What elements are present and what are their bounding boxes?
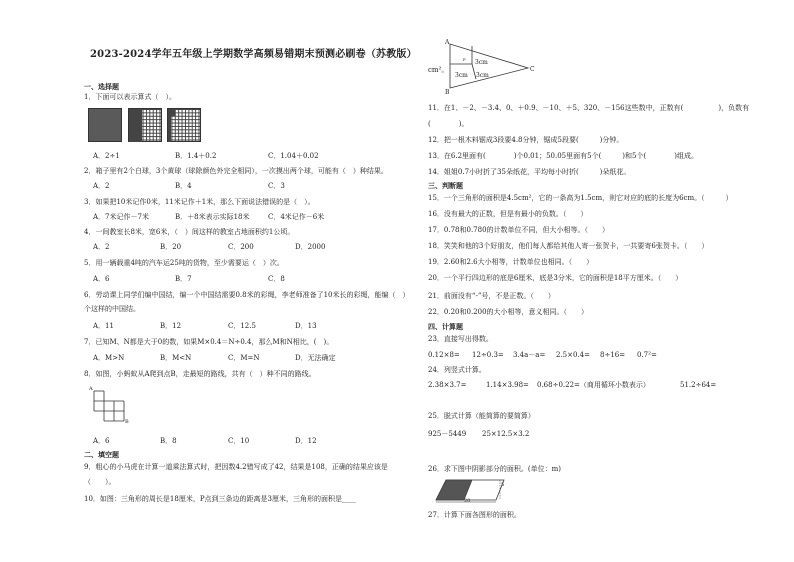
- page-title: 2023-2024学年五年级上学期数学高频易错期末预测必刷卷（苏教版）: [90, 49, 417, 60]
- q3-option-b: B．＋8米表示实际18米: [175, 213, 250, 221]
- question-1: 1．下面可以表示算式（ ）。: [84, 93, 176, 101]
- q8-option-a: A．6: [93, 437, 110, 445]
- q2-option-a: A．2: [93, 182, 110, 190]
- point-a-label: A: [89, 386, 93, 392]
- q24-item-2: 1.14×3.98=: [486, 381, 529, 389]
- triangle-vertex-c: C: [530, 66, 535, 73]
- distance-label-3: 3cm: [476, 72, 489, 79]
- section-judge-heading: 三、判断题: [428, 181, 463, 190]
- question-14: 14．姐姐0.7小时折了35朵纸花，平均每小时折( )朵纸花。: [428, 168, 631, 176]
- hundred-grid-figure-2: [167, 108, 201, 142]
- question-11-cont: ( )。: [428, 120, 469, 128]
- question-9: 9．粗心的小马虎在计算一道乘法算式时，把因数4.2错写成了42，结果是108，正确的结果应该是: [84, 463, 388, 471]
- q8-option-c: C．10: [228, 437, 250, 445]
- q1-option-c: C．1.04＋0.02: [268, 152, 319, 160]
- question-6: 6．劳动课上同学们编中国结，编一个中国结需要0.8米的彩绳，李老师准备了10米长的彩绳，能编（ ）: [84, 291, 410, 299]
- q7-option-d: D．无法确定: [295, 354, 336, 362]
- q5-option-b: B．7: [175, 275, 192, 283]
- question-24: 24．列竖式计算。: [428, 366, 486, 374]
- q7-option-a: A．M>N: [93, 354, 125, 362]
- q23-item-6: 0.7²=: [637, 351, 657, 359]
- question-25: 25．脱式计算（能简算的要简算）: [428, 412, 535, 420]
- shaded-columns: [129, 109, 142, 142]
- question-12: 12．把一根木料锯成3段要4.8分钟，锯成5段要( )分钟。: [428, 136, 624, 144]
- q2-option-c: C．3: [268, 182, 285, 190]
- question-27: 27．计算下面各图形的面积。: [428, 511, 521, 519]
- q2-option-b: B．4: [175, 182, 192, 190]
- point-p-label: P: [463, 57, 466, 62]
- q4-option-d: D．2000: [295, 243, 326, 251]
- question-5: 5．用一辆载重4吨的汽车运25吨的货物，至少需要运（ ）次。: [84, 259, 284, 267]
- q23-item-5: 8÷16=: [600, 351, 626, 359]
- q24-item-3: 0.68÷0.22=（商用循环小数表示）: [537, 381, 650, 389]
- question-11: 11．在1、－2、－3.4、0、＋0.9、－10、＋5、320、－156这些数中，正数有( )，负数有: [428, 104, 750, 112]
- q25-item-1: 925－5449: [428, 430, 467, 438]
- triangle-vertex-a: A: [445, 39, 450, 46]
- section-choice-heading: 一、选择题: [84, 82, 119, 91]
- q23-item-2: 12÷0.3=: [472, 351, 504, 359]
- question-4: 4．一间教室长8米，宽6米，（ ）间这样的教室占地面积约1公顷。: [84, 228, 295, 236]
- shaded-cells: [171, 109, 175, 116]
- question-2: 2．箱子里有2个白球，3个黄球（球除颜色外完全相同），一次摸出两个球，可能有（ ）种结果。: [84, 167, 388, 175]
- q7-option-c: C．M=N: [228, 354, 260, 362]
- question-22: 22．0.20和0.200的大小相等，意义相同。（ ）: [428, 308, 589, 316]
- question-20: 20．一个平行四边形的底是6厘米，底是3分米，它的面积是18平方厘米。（ ）: [428, 274, 683, 282]
- q23-item-1: 0.12×8=: [428, 351, 460, 359]
- q24-item-4: 51.2÷64=: [680, 381, 717, 389]
- q10-unit: cm²。: [428, 66, 449, 74]
- q8-option-b: B．8: [160, 437, 177, 445]
- q6-option-c: C．12.5: [228, 322, 256, 330]
- hundred-grid-figure-1: [128, 108, 162, 142]
- question-10: 10．如图：三角形的周长是18厘米，P点到三条边的距离是3厘米，三角形的面积是____: [84, 495, 356, 503]
- ant-path-grid-figure: [92, 389, 126, 423]
- question-7: 7．已知M、N都是大于0的数，如果M×0.4＝N÷0.4，那么M和N相比，( )。: [84, 338, 334, 346]
- point-b-label: B: [125, 419, 129, 425]
- q24-item-1: 2.38×3.7=: [428, 381, 467, 389]
- q6-option-a: A．11: [93, 322, 114, 330]
- q4-option-c: C．200: [228, 243, 254, 251]
- q23-item-4: 2.5×0.4=: [556, 351, 590, 359]
- q5-option-a: A．6: [93, 275, 110, 283]
- q1-option-a: A．2÷1: [93, 152, 120, 160]
- q1-option-b: B．1.4＋0.2: [175, 152, 217, 160]
- triangle-figure: [448, 42, 532, 92]
- distance-label-1: 3cm: [475, 59, 488, 66]
- question-6-cont: 个这样的中国结。: [84, 305, 140, 313]
- question-9-cont: （ ）。: [84, 478, 116, 486]
- q4-option-a: A．2: [93, 243, 110, 251]
- q23-item-3: 3.4a－a=: [513, 351, 546, 359]
- question-19: 19．2.60和2.6大小相等，计数单位也相同。（ ）: [428, 258, 594, 266]
- question-3: 3．如果把10米记作0米，11米记作＋1米，那么下面说法错误的是（ ）。: [84, 198, 315, 206]
- q8-option-d: D．12: [295, 437, 317, 445]
- triangle-vertex-b: B: [445, 89, 450, 96]
- question-8: 8．如图，小蚂蚁从A爬到点B，走最短的路线，共有（ ）种不同的路线。: [84, 370, 316, 378]
- section-calc-heading: 四、计算题: [428, 322, 463, 331]
- q5-option-c: C．8: [268, 275, 285, 283]
- question-17: 17．0.78和0.780的计数单位不同，但大小相等。（ ）: [428, 226, 610, 234]
- section-fill-heading: 二、填空题: [84, 450, 119, 459]
- q6-option-b: B．12: [160, 322, 182, 330]
- q7-option-b: B．M<N: [160, 354, 192, 362]
- question-18: 18．笑笑和他的3个好朋友，他们每人都给其他人寄一张贺卡，一共要寄6张贺卡。（ ）: [428, 242, 709, 250]
- question-26: 26．求下图中阴影部分的面积。(单位：m): [428, 465, 562, 473]
- q3-option-c: C．4米记作－6米: [268, 213, 325, 221]
- dimension-height-label: 5: [501, 482, 505, 488]
- full-square-figure: [88, 108, 122, 142]
- question-23: 23．直接写出得数。: [428, 335, 493, 343]
- question-21: 21．前面没有“-”号，不是正数。（ ）: [428, 292, 555, 300]
- question-16: 16．没有最大的正数，但是有最小的负数。（ ）: [428, 210, 588, 218]
- distance-label-2: 3cm: [455, 72, 468, 79]
- question-13: 13．在6.2里面有( )个0.01；50.05里面有5个( )和5个( )组成。: [428, 152, 698, 160]
- q3-option-a: A．7米记作－7米: [93, 213, 149, 221]
- question-15: 15．一个三角形的面积是4.5cm²，它的一条高为1.5cm，则它对应的底的长度为6cm。（ ）: [428, 194, 733, 202]
- q4-option-b: B．20: [160, 243, 182, 251]
- q6-option-d: D．13: [295, 322, 317, 330]
- dimension-base-label: 20: [464, 498, 471, 504]
- q25-item-2: 25×12.5×3.2: [482, 430, 530, 438]
